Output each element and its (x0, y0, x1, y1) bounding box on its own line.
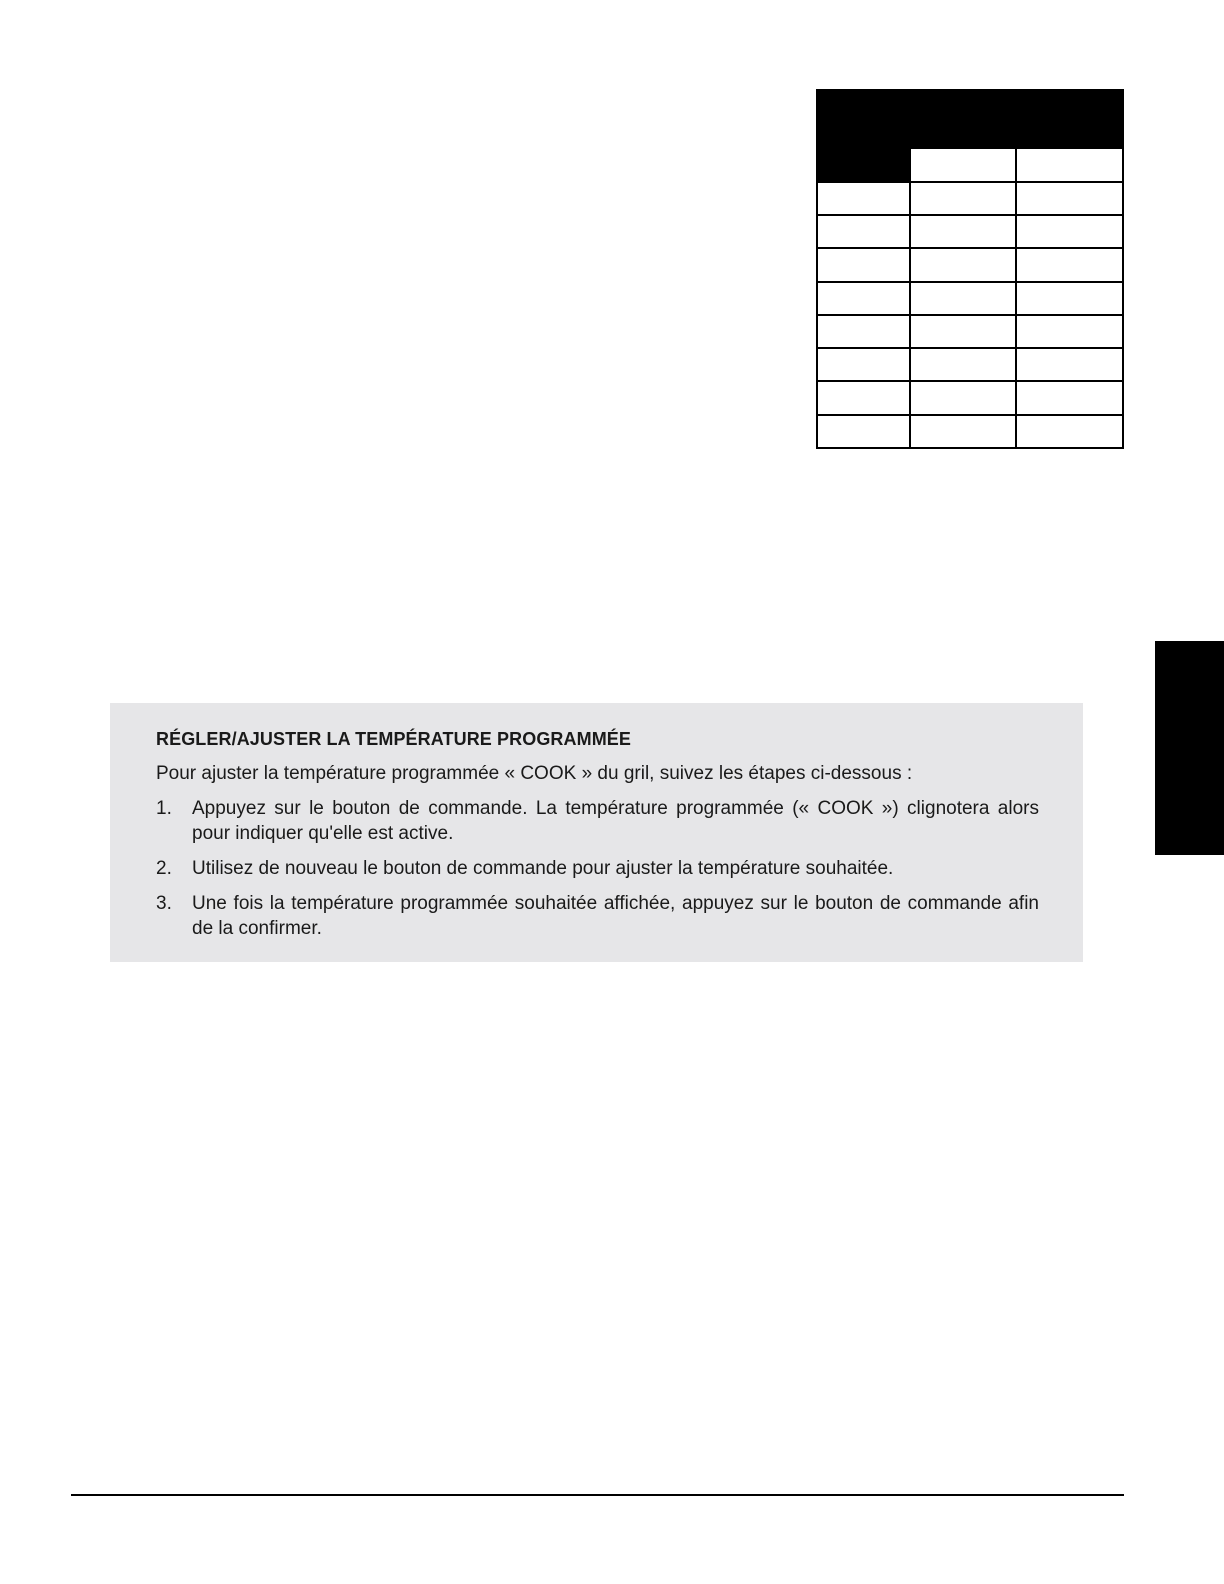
table-subheader-cell (910, 148, 1017, 181)
table-cell (817, 248, 910, 281)
table-header-row (817, 90, 1123, 148)
table-cell (1016, 282, 1123, 315)
table-row (817, 415, 1123, 448)
table-row (817, 248, 1123, 281)
instructions-box (110, 703, 1083, 962)
instructions-intro: Pour ajuster la température programmée « COOK » du gril, suivez les étapes ci-dessous : (156, 763, 913, 784)
step-text: Une fois la température programmée souhaitée affichée, appuyez sur le bouton de commande afin de la confirmer. (192, 893, 1039, 939)
table-header-title (910, 90, 1123, 148)
step-text: Appuyez sur le bouton de commande. La température programmée (« COOK ») clignotera alors pour indiquer qu'elle est active. (192, 798, 1039, 844)
table-row (817, 215, 1123, 248)
table-cell (1016, 315, 1123, 348)
table-cell (817, 315, 910, 348)
step-number: 2. (156, 858, 172, 879)
table-row (817, 315, 1123, 348)
table-cell (910, 315, 1017, 348)
language-section-tab (1155, 641, 1224, 855)
table-cell (910, 282, 1017, 315)
table-cell (910, 348, 1017, 381)
table-cell (1016, 415, 1123, 448)
table-cell (817, 381, 910, 414)
step-text: Utilisez de nouveau le bouton de commande pour ajuster la température souhaitée. (192, 858, 894, 879)
step-item (156, 891, 1039, 941)
table-row (817, 282, 1123, 315)
table-row (817, 381, 1123, 414)
step-number: 1. (156, 798, 172, 819)
table-cell (1016, 248, 1123, 281)
footer-divider (71, 1494, 1124, 1496)
table-cell (1016, 381, 1123, 414)
step-item (156, 856, 1039, 881)
table-cell (910, 415, 1017, 448)
step-item (156, 796, 1039, 846)
step-number: 3. (156, 893, 172, 914)
table-cell (817, 282, 910, 315)
table-cell (817, 182, 910, 215)
table-cell (817, 348, 910, 381)
table-row (817, 348, 1123, 381)
table-subheader-cell (1016, 148, 1123, 181)
temperature-table (816, 89, 1124, 449)
table-cell (817, 215, 910, 248)
table-cell (910, 248, 1017, 281)
table-cell (817, 415, 910, 448)
table-cell (1016, 348, 1123, 381)
table-cell (910, 182, 1017, 215)
table-header-corner (817, 90, 910, 182)
table-cell (1016, 215, 1123, 248)
table-cell (1016, 182, 1123, 215)
instructions-title: RÉGLER/AJUSTER LA TEMPÉRATURE PROGRAMMÉE (156, 729, 632, 749)
table-row (817, 182, 1123, 215)
steps-list (156, 796, 1039, 941)
table-cell (910, 215, 1017, 248)
table-cell (910, 381, 1017, 414)
